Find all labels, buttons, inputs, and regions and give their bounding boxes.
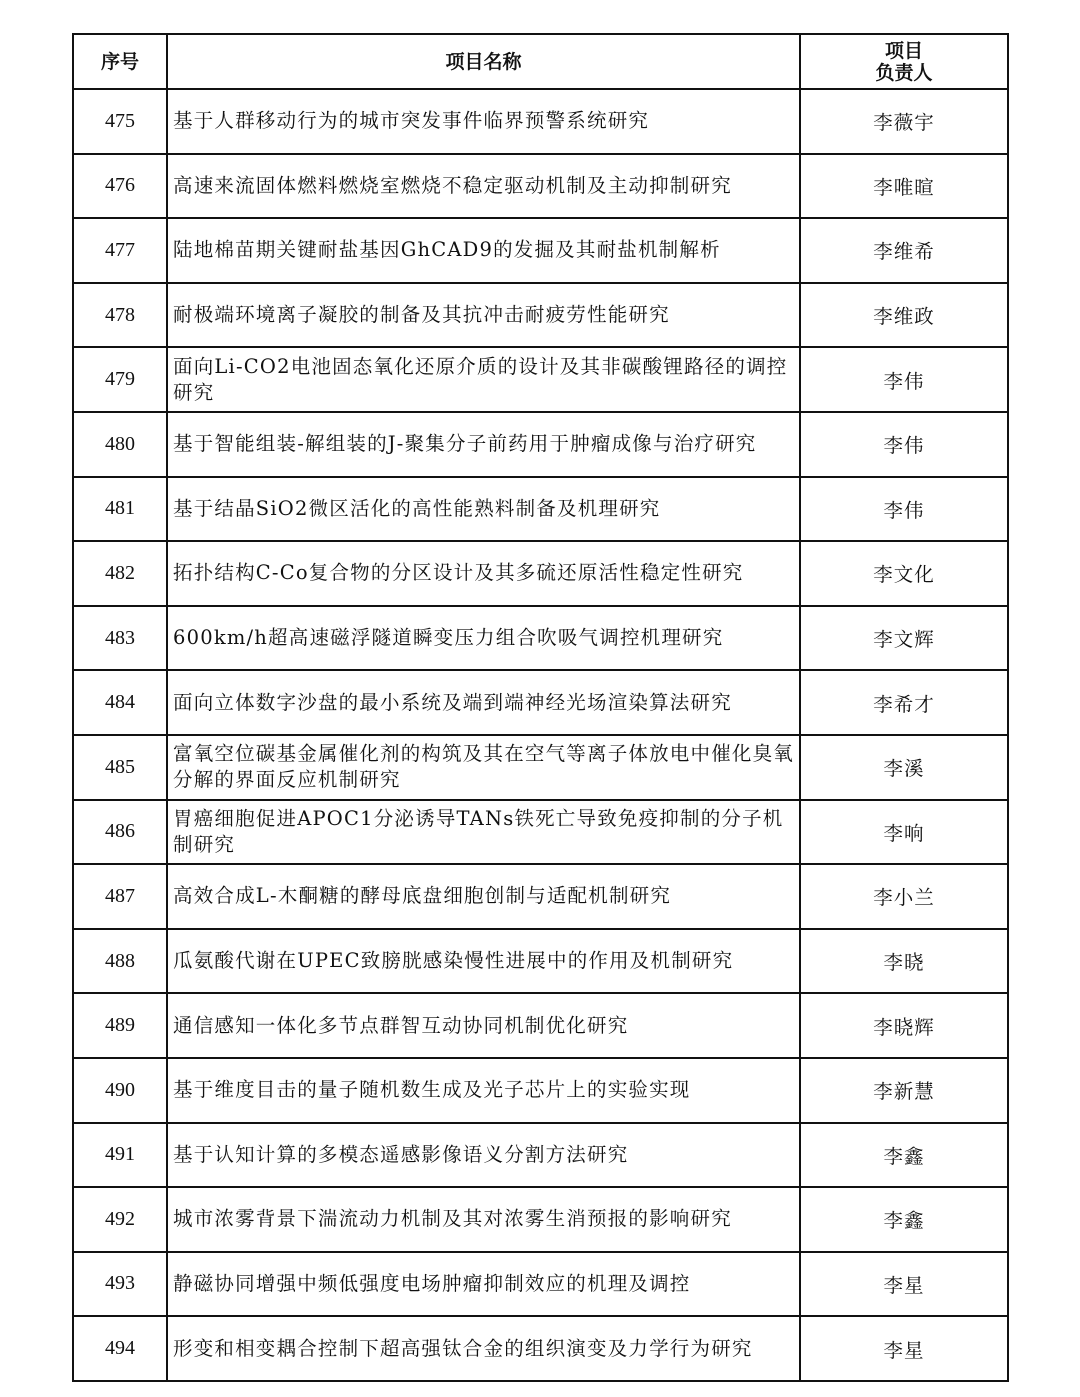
project-name-cell: 陆地棉苗期关键耐盐基因GhCAD9的发掘及其耐盐机制解析 (167, 218, 800, 283)
project-owner-cell: 李小兰 (800, 864, 1008, 929)
project-owner-cell: 李维希 (800, 218, 1008, 283)
project-name-cell: 基于维度目击的量子随机数生成及光子芯片上的实验实现 (167, 1058, 800, 1123)
table-row (73, 735, 1008, 800)
serial-number-cell: 484 (73, 670, 167, 735)
project-name-cell: 面向立体数字沙盘的最小系统及端到端神经光场渲染算法研究 (167, 670, 800, 735)
project-owner-cell: 李鑫 (800, 1187, 1008, 1252)
project-table (72, 33, 1009, 1382)
project-owner-cell: 李晓辉 (800, 993, 1008, 1058)
table-row (73, 283, 1008, 348)
table-row (73, 864, 1008, 929)
project-table-container (72, 33, 1007, 1382)
table-row (73, 993, 1008, 1058)
table-row (73, 1316, 1008, 1381)
project-owner-cell: 李响 (800, 800, 1008, 865)
header-owner-line1: 项目 (884, 39, 923, 62)
table-row (73, 412, 1008, 477)
serial-number-cell: 481 (73, 477, 167, 542)
project-owner-cell: 李伟 (800, 412, 1008, 477)
serial-number-cell: 480 (73, 412, 167, 477)
project-name-cell: 高效合成L-木酮糖的酵母底盘细胞创制与适配机制研究 (167, 864, 800, 929)
serial-number-cell: 486 (73, 800, 167, 865)
serial-number-cell: 489 (73, 993, 167, 1058)
header-project-name: 项目名称 (167, 34, 800, 89)
project-name-cell: 基于结晶SiO2微区活化的高性能熟料制备及机理研究 (167, 477, 800, 542)
project-name-cell: 600km/h超高速磁浮隧道瞬变压力组合吹吸气调控机理研究 (167, 606, 800, 671)
project-owner-cell: 李新慧 (800, 1058, 1008, 1123)
serial-number-cell: 487 (73, 864, 167, 929)
serial-number-cell: 491 (73, 1123, 167, 1188)
project-owner-cell: 李伟 (800, 347, 1008, 412)
table-row (73, 606, 1008, 671)
project-name-cell: 拓扑结构C-Co复合物的分区设计及其多硫还原活性稳定性研究 (167, 541, 800, 606)
project-name-cell: 耐极端环境离子凝胶的制备及其抗冲击耐疲劳性能研究 (167, 283, 800, 348)
project-owner-cell: 李希才 (800, 670, 1008, 735)
project-owner-cell: 李文化 (800, 541, 1008, 606)
project-owner-cell: 李唯暄 (800, 154, 1008, 219)
project-owner-cell: 李星 (800, 1252, 1008, 1317)
project-name-cell: 高速来流固体燃料燃烧室燃烧不稳定驱动机制及主动抑制研究 (167, 154, 800, 219)
table-row (73, 1187, 1008, 1252)
project-name-cell: 胃癌细胞促进APOC1分泌诱导TANs铁死亡导致免疫抑制的分子机制研究 (167, 800, 800, 865)
project-owner-cell: 李鑫 (800, 1123, 1008, 1188)
serial-number-cell: 493 (73, 1252, 167, 1317)
project-owner-cell: 李维政 (800, 283, 1008, 348)
serial-number-cell: 482 (73, 541, 167, 606)
header-serial-number: 序号 (73, 34, 167, 89)
table-row (73, 154, 1008, 219)
project-name-cell: 面向Li-CO2电池固态氧化还原介质的设计及其非碳酸锂路径的调控研究 (167, 347, 800, 412)
table-row (73, 477, 1008, 542)
project-owner-cell: 李伟 (800, 477, 1008, 542)
table-row (73, 1058, 1008, 1123)
project-name-cell: 形变和相变耦合控制下超高强钛合金的组织演变及力学行为研究 (167, 1316, 800, 1381)
table-row (73, 541, 1008, 606)
project-owner-cell: 李星 (800, 1316, 1008, 1381)
project-owner-cell: 李文辉 (800, 606, 1008, 671)
project-name-cell: 城市浓雾背景下湍流动力机制及其对浓雾生消预报的影响研究 (167, 1187, 800, 1252)
table-body (73, 89, 1008, 1381)
serial-number-cell: 488 (73, 929, 167, 994)
table-row (73, 929, 1008, 994)
table-row (73, 670, 1008, 735)
project-name-cell: 基于认知计算的多模态遥感影像语义分割方法研究 (167, 1123, 800, 1188)
project-name-cell: 通信感知一体化多节点群智互动协同机制优化研究 (167, 993, 800, 1058)
serial-number-cell: 475 (73, 89, 167, 154)
table-row (73, 218, 1008, 283)
table-row (73, 800, 1008, 865)
serial-number-cell: 476 (73, 154, 167, 219)
serial-number-cell: 479 (73, 347, 167, 412)
serial-number-cell: 483 (73, 606, 167, 671)
project-name-cell: 富氧空位碳基金属催化剂的构筑及其在空气等离子体放电中催化臭氧分解的界面反应机制研究 (167, 735, 800, 800)
serial-number-cell: 494 (73, 1316, 167, 1381)
serial-number-cell: 478 (73, 283, 167, 348)
table-row (73, 1123, 1008, 1188)
serial-number-cell: 490 (73, 1058, 167, 1123)
table-row (73, 1252, 1008, 1317)
table-row (73, 347, 1008, 412)
serial-number-cell: 485 (73, 735, 167, 800)
serial-number-cell: 477 (73, 218, 167, 283)
header-project-owner (800, 34, 1008, 89)
serial-number-cell: 492 (73, 1187, 167, 1252)
header-owner-line2: 负责人 (875, 61, 933, 84)
project-name-cell: 静磁协同增强中频低强度电场肿瘤抑制效应的机理及调控 (167, 1252, 800, 1317)
table-row (73, 89, 1008, 154)
project-name-cell: 瓜氨酸代谢在UPEC致膀胱感染慢性进展中的作用及机制研究 (167, 929, 800, 994)
project-owner-cell: 李薇宇 (800, 89, 1008, 154)
table-header-row (73, 34, 1008, 89)
table-header (73, 34, 1008, 89)
project-owner-cell: 李晓 (800, 929, 1008, 994)
project-name-cell: 基于人群移动行为的城市突发事件临界预警系统研究 (167, 89, 800, 154)
project-owner-cell: 李溪 (800, 735, 1008, 800)
project-name-cell: 基于智能组装-解组装的J-聚集分子前药用于肿瘤成像与治疗研究 (167, 412, 800, 477)
